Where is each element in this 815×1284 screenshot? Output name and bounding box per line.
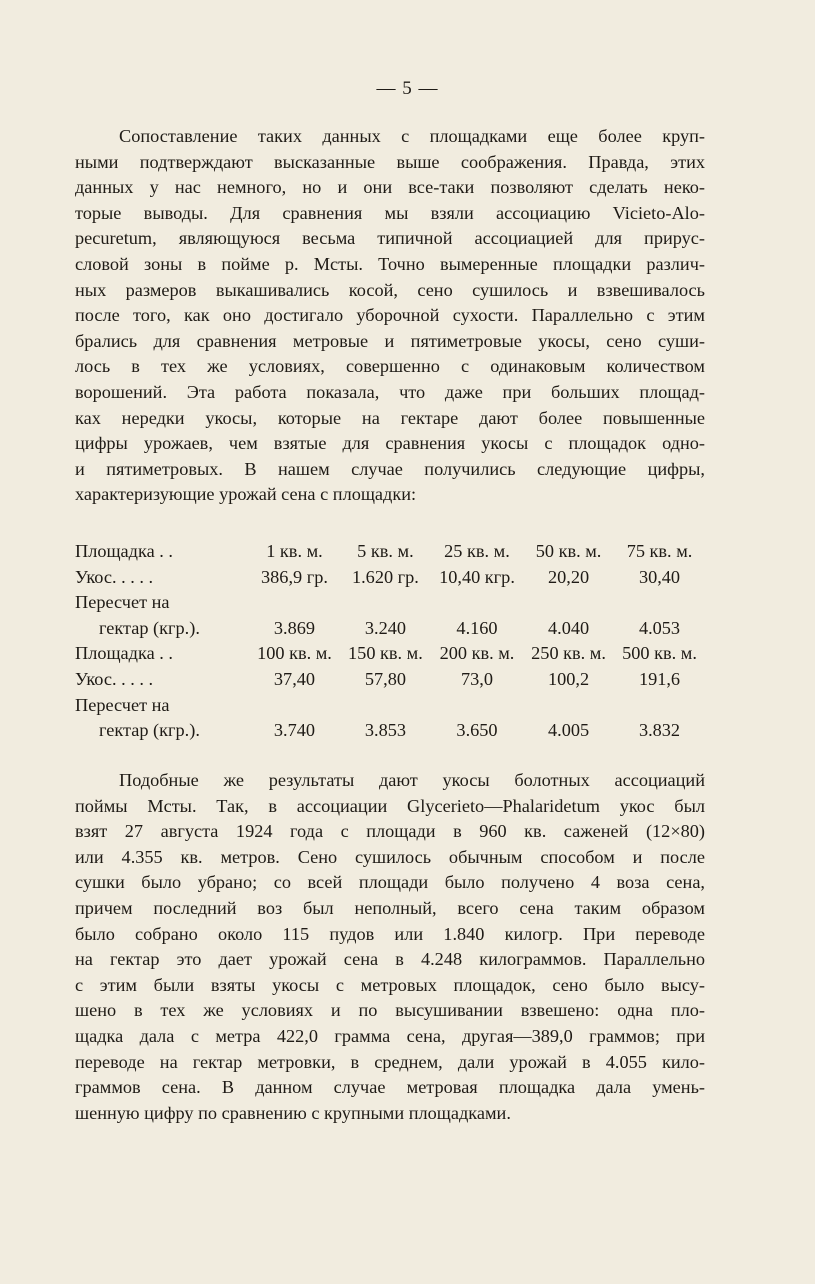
- table-cell: 250 кв. м.: [531, 643, 606, 664]
- table-row-yield: [75, 565, 705, 591]
- row-label: гектар (кгр.).: [99, 720, 200, 741]
- text-line: Подобные же результаты дают укосы болотных ассоциаций: [119, 770, 705, 790]
- row-label: Площадка . .: [75, 541, 173, 561]
- table-row-recalc-label: [75, 590, 705, 616]
- table-cell: 50 кв. м.: [535, 541, 602, 561]
- table-cell: 73,0: [460, 668, 493, 689]
- table-row-recalc-label: [75, 693, 705, 719]
- table-cell: 4.005: [547, 720, 590, 741]
- text-line: ворошений. Эта работа показала, что даже при больших площад-: [75, 381, 705, 402]
- text-line: взят 27 августа 1924 года с площади в 960 кв. саженей (12×80): [75, 821, 705, 842]
- row-label: Укос. . . . .: [75, 566, 154, 587]
- table-cell: 3.869: [273, 617, 316, 638]
- row-label: Площадка . .: [75, 643, 173, 664]
- table-cell: 3.853: [364, 720, 406, 741]
- text-line: было собрано около 115 пудов или 1.840 килогр. При переводе: [75, 923, 705, 944]
- text-line: щадка дала с метра 422,0 грамма сена, другая—389,0 граммов; при: [75, 1025, 705, 1046]
- yield-table: [75, 539, 705, 744]
- table-cell: 75 кв. м.: [626, 541, 693, 561]
- text-line: словой зоны в пойме р. Мсты. Точно вымеренные площадки различ-: [75, 253, 705, 274]
- text-line: после того, как оно достигало уборочной сухости. Параллельно с этим: [75, 305, 705, 326]
- text-line: шенную цифру по сравнению с крупными площадками.: [75, 1102, 511, 1123]
- table-cell: 20,20: [547, 566, 590, 587]
- text-line: ными подтверждают высказанные выше соображения. Правда, этих: [75, 151, 705, 172]
- row-label: Пересчет на: [75, 694, 170, 715]
- text-line: торые выводы. Для сравнения мы взяли ассоциацию Vicieto-Alo-: [75, 202, 705, 223]
- text-line: ных размеров выкашивались косой, сено сушилось и взвешивалось: [75, 279, 705, 300]
- text-line: граммов сена. В данном случае метровая площадка дала умень-: [75, 1077, 705, 1098]
- text-line: и пятиметровых. В нашем случае получились следующие цифры,: [75, 458, 705, 479]
- table-row-area: [75, 641, 705, 667]
- text-line: переводе на гектар метровки, в среднем, дали урожай в 4.055 кило-: [75, 1051, 705, 1072]
- text-line: или 4.355 кв. метров. Сено сушилось обычным способом и после: [75, 846, 705, 867]
- text-line: сушки было убрано; со всей площади было получено 4 воза сена,: [75, 872, 705, 893]
- table-cell: 25 кв. м.: [444, 541, 510, 561]
- table-cell: 3.240: [364, 617, 406, 638]
- text-line: лось в тех же условиях, совершенно с одинаковым количеством: [75, 356, 705, 377]
- text-line: данных у нас немного, но и они все-таки позволяют сделать неко-: [75, 177, 705, 198]
- table-row-per-hectare: [75, 616, 705, 642]
- table-cell: 5 кв. м.: [357, 541, 414, 561]
- row-label: гектар (кгр.).: [99, 617, 200, 638]
- table-cell: 191,6: [638, 668, 681, 689]
- table-cell: 100,2: [547, 668, 590, 689]
- text-line: с этим были взяты укосы с метровых площадок, сено было высу-: [75, 974, 705, 995]
- text-line: поймы Мсты. Так, в ассоциации Glycerieto—Phalaridetum укос был: [75, 795, 705, 816]
- text-line: ках нередки укосы, которые на гектаре дают более повышенные: [75, 407, 705, 428]
- paragraph-comparison-intro: [75, 124, 705, 508]
- table-cell: 3.832: [638, 720, 681, 741]
- table-cell: 37,40: [273, 668, 316, 689]
- text-line: брались для сравнения метровые и пятиметровые укосы, сено суши-: [75, 330, 705, 351]
- table-cell: 3.740: [273, 720, 316, 741]
- text-line: pecuretum, являющуюся весьма типичной ассоциацией для прирус-: [75, 228, 705, 249]
- table-cell: 30,40: [638, 566, 681, 587]
- table-cell: 100 кв. м.: [257, 643, 332, 664]
- table-cell: 500 кв. м.: [622, 643, 697, 664]
- table-cell: 10,40 кгр.: [439, 566, 515, 587]
- table-cell: 4.160: [456, 617, 498, 638]
- table-row-yield: [75, 667, 705, 693]
- row-label: Пересчет на: [75, 592, 170, 613]
- table-cell: 200 кв. м.: [439, 643, 515, 664]
- text-line: на гектар это дает урожай сена в 4.248 килограммов. Параллельно: [75, 949, 705, 970]
- table-cell: 3.650: [456, 720, 498, 741]
- table-cell: 1 кв. м.: [266, 541, 323, 561]
- row-label: Укос. . . . .: [75, 668, 154, 689]
- page-number: — 5 —: [376, 78, 439, 99]
- text-line: Сопоставление таких данных с площадками еще более круп-: [119, 126, 705, 146]
- paragraph-marsh-associations: [75, 768, 705, 1126]
- table-cell: 386,9 гр.: [261, 566, 328, 587]
- table-cell: 57,80: [364, 668, 406, 689]
- table-row-area: [75, 539, 705, 565]
- table-cell: 1.620 гр.: [351, 566, 419, 587]
- table-cell: 4.040: [547, 617, 590, 638]
- text-line: характеризующие урожай сена с площадки:: [75, 484, 417, 505]
- text-line: причем последний воз был неполный, всего сена таким образом: [75, 897, 705, 918]
- text-line: шено в тех же условиях и по высушивании взвешено: одна пло-: [75, 1000, 705, 1021]
- text-line: цифры урожаев, чем взятые для сравнения укосы с площадок одно-: [75, 433, 705, 454]
- table-row-per-hectare: [75, 718, 705, 744]
- table-cell: 150 кв. м.: [348, 643, 423, 664]
- table-cell: 4.053: [638, 617, 681, 638]
